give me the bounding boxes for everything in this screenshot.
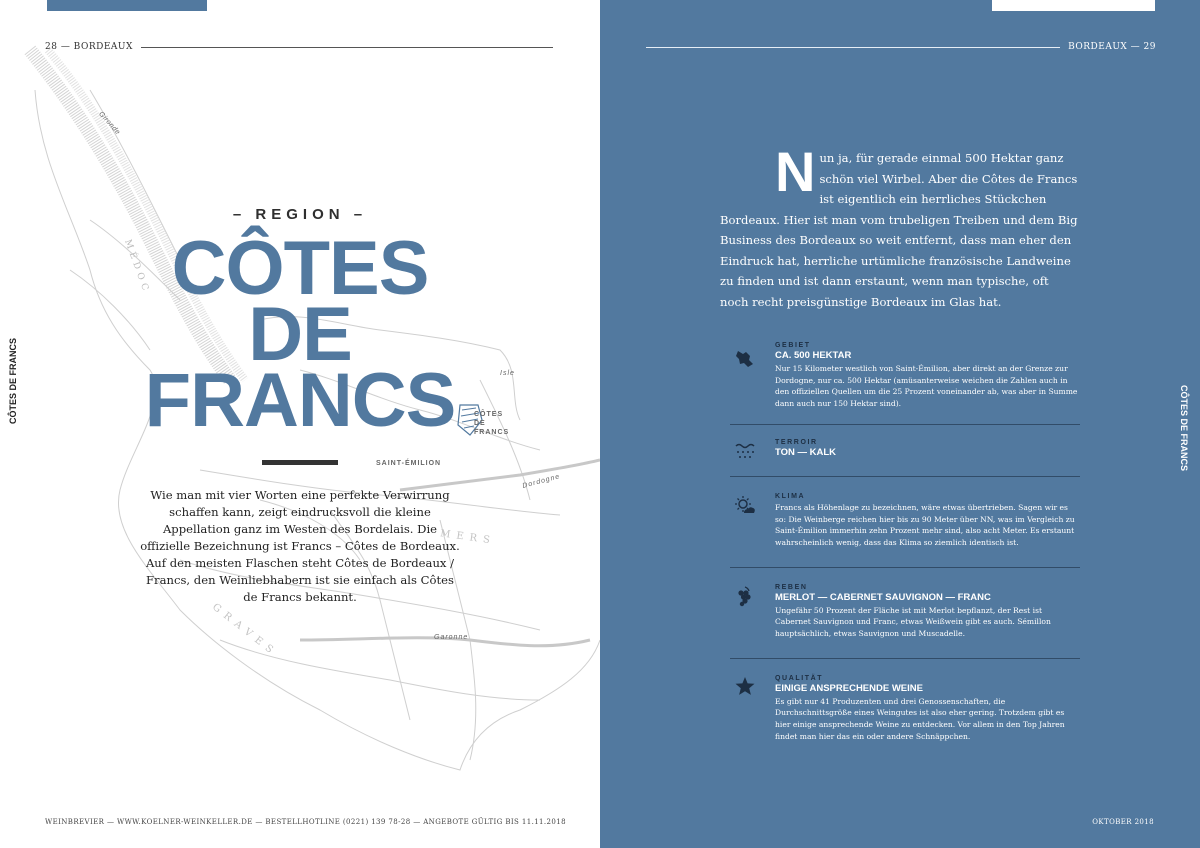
map-label-dordogne: Dordogne <box>521 473 561 490</box>
fact-text: Es gibt nur 41 Produzenten und drei Genossenschaften, die Durchschnittsgröße eines Weingutes ist also eher gering. Trotzdem gibt es hier einige ansprechende Weine zu entdecken. Vor allem in den Top Jahren findet man hier das ein oder andere Schnäppchen. <box>775 696 1065 741</box>
fact-text: Ungefähr 50 Prozent der Fläche ist mit Merlot bepflanzt, der Rest ist Cabernet Sauvignon und Franc, etwas Weißwein gibt es auch. Sémillon hauptsächlich, etwas Sauvignon und Muscadelle. <box>775 605 1051 639</box>
fact-text: Francs als Höhenlage zu bezeichnen, wäre etwas übertrieben. Sagen wir es so: Die Weinberge reichen hier bis zu 90 Meter über NN, was im Vergleich zu Saint-Émilion immerhin zehn Prozent mehr sind, also acht Meter. Es erstaunt wahrscheinlich wenig, dass das Klima so ziemlich identisch ist. <box>775 502 1075 547</box>
map-label-cotes-de-francs: CÔTES DE FRANCS <box>474 411 510 436</box>
title-line: CÔTES <box>171 226 429 311</box>
header-rule <box>646 47 1060 48</box>
running-head-text: BORDEAUX — 29 <box>1068 42 1156 52</box>
fact-terroir <box>730 425 1080 476</box>
fact-gebiet <box>730 342 1080 424</box>
map-label-medoc: MÉDOC <box>122 238 152 296</box>
fact-kicker: KLIMA <box>775 492 806 500</box>
footer-right: OKTOBER 2018 <box>1092 818 1154 826</box>
map-label-saint-emilion: SAINT-ÉMILION <box>376 460 442 467</box>
footer-left: WEINBREVIER — WWW.KOELNER-WEINKELLER.DE — BESTELLHOTLINE (0221) 139 78-28 — ANGEBOTE GÜLTIG BIS 11.11.2018 <box>45 818 566 826</box>
sun-cloud-icon <box>734 495 756 517</box>
fact-text: Nur 15 Kilometer westlich von Saint-Émilion, aber direkt an der Grenze zur Dordogne, nur ca. 500 Hektar (amüsanterweise weichen die Zahlen auch in den offiziellen Quellen um die 25 Prozent voneinander ab, was aber in Summe dann auch nur 150 Hektar sind). <box>775 364 1078 409</box>
map-label-garonne: Garonne <box>434 634 469 641</box>
map-label-entre-deux-mers: MERS <box>439 528 497 547</box>
page-tab <box>992 0 1155 11</box>
fact-list <box>730 342 1080 743</box>
soil-layers-icon <box>734 441 756 463</box>
map-label-graves: GRAVES <box>210 601 280 660</box>
running-head-text: 28 — BORDEAUX <box>45 42 133 52</box>
side-label-left: CÔTES DE FRANCS <box>8 337 18 424</box>
page-tab <box>47 0 207 11</box>
fact-kicker: GEBIET <box>775 342 811 349</box>
star-icon <box>734 675 756 697</box>
side-label-right: CÔTES DE FRANCS <box>1179 385 1189 472</box>
right-page <box>600 0 1200 848</box>
fact-klima <box>730 477 1080 567</box>
fact-heading: TON — KALK <box>775 446 837 458</box>
grape-icon <box>734 586 756 608</box>
title-line: FRANCS <box>144 358 456 443</box>
lead-paragraph <box>720 140 1080 312</box>
map-label-isle: Isle <box>500 370 515 377</box>
title-line: DE <box>248 292 352 377</box>
fact-heading: CA. 500 HEKTAR <box>775 350 852 361</box>
title-underline <box>262 460 338 465</box>
lead-text: un ja, für gerade einmal 500 Hektar ganz schön viel Wirbel. Aber die Côtes de Francs ist eigentlich ein herrliches Stückchen Bordeaux. Hier ist man vom trubeligen Treiben und dem Big Business des Bordeaux so weit entfernt, dass man eher den Eindruck hat, herrliche urtümliche französische Landweine zu finden und ist dann erstaunt, wenn man typische, oft noch recht preisgünstige Bordeaux im Glas hat. <box>720 151 1078 309</box>
fact-kicker: TERROIR <box>775 438 818 446</box>
map-label-gironde: Gironde <box>97 110 122 137</box>
dropcap: N <box>775 140 816 203</box>
fact-qualitaet <box>730 659 1080 743</box>
intro-paragraph: Wie man mit vier Worten eine perfekte Verwirrung schaffen kann, zeigt eindrucksvoll die kleine Appellation ganz im Westen des Bordelais. Die offizielle Bezeichnung ist Francs – Côtes de Bordeaux. Auf den meisten Flaschen steht Côtes de Bordeaux / Francs, den Weinliebhabern ist sie einfach als Côtes de Francs bekannt. <box>140 488 460 604</box>
page-title <box>130 226 470 443</box>
fact-reben <box>730 568 1080 658</box>
fact-kicker: REBEN <box>775 583 808 591</box>
fact-heading: EINIGE ANSPRECHENDE WEINE <box>775 682 923 694</box>
fact-kicker: QUALITÄT <box>775 674 824 682</box>
region-kicker: – REGION – <box>232 206 368 223</box>
running-head-right <box>646 42 1156 52</box>
fact-heading: MERLOT — CABERNET SAUVIGNON — FRANC <box>775 591 991 603</box>
region-map-icon <box>734 348 756 370</box>
